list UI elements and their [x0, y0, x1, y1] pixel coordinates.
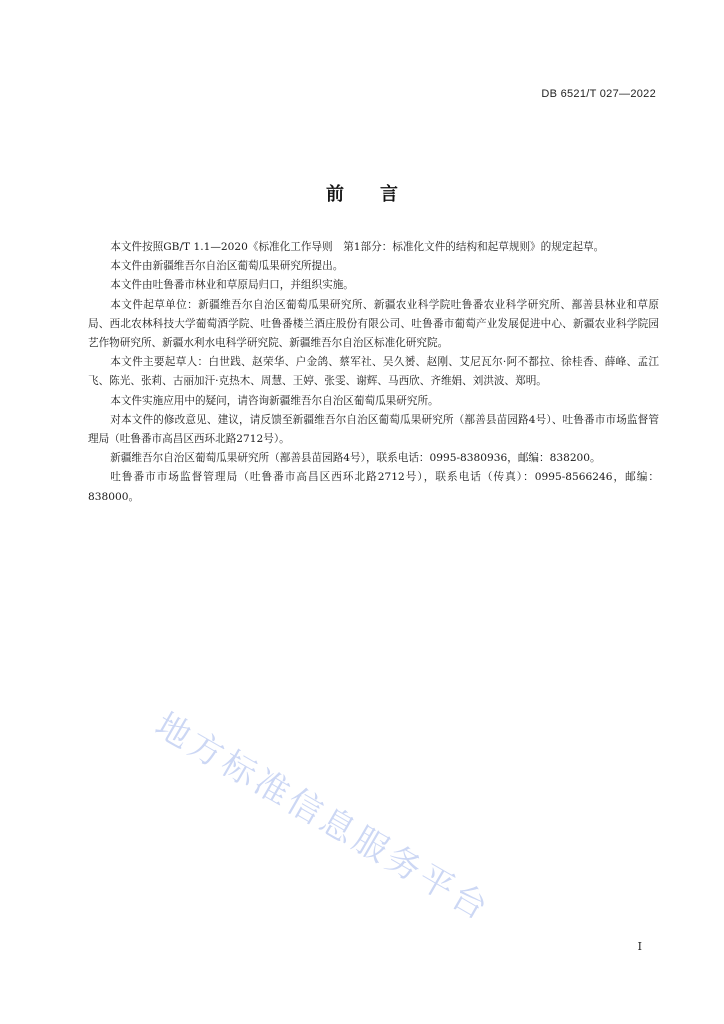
page-title-part2: 言 [380, 184, 398, 205]
document-code: DB 6521/T 027—2022 [541, 88, 656, 100]
page-title-part1: 前 [326, 184, 344, 205]
paragraph-contact-bureau: 吐鲁番市市场监督管理局（吐鲁番市高昌区西环北路2712号），联系电话（传真）：0995-8566246，邮编：838000。 [88, 471, 659, 503]
foreword-body [88, 238, 659, 507]
page-title [0, 180, 724, 206]
watermark-text: 地方标准信息服务平台 [148, 705, 498, 930]
paragraph-feedback: 对本文件的修改意见、建议，请反馈至新疆维吾尔自治区葡萄瓜果研究所（鄯善县苗园路4号）、吐鲁番市市场监督管理局（吐鲁番市高昌区西环北路2712号）。 [88, 413, 659, 446]
paragraph-consultation: 本文件实施应用中的疑问，请咨询新疆维吾尔自治区葡萄瓜果研究所。 [110, 394, 439, 407]
page-number: I [637, 940, 642, 953]
paragraph-main-drafters: 本文件主要起草人：白世践、赵荣华、户金鸽、蔡军社、吴久赟、赵刚、艾尼瓦尔·阿不都拉、徐桂香、薛峰、孟江飞、陈光、张莉、古丽加汗·克热木、周慧、王婷、张雯、谢辉、马西欣、齐维娟、刘洪波、郑明。 [88, 356, 659, 388]
paragraph-centralized-by: 本文件由吐鲁番市林业和草原局归口，并组织实施。 [110, 279, 354, 292]
paragraph-drafting-units: 本文件起草单位：新疆维吾尔自治区葡萄瓜果研究所、新疆农业科学院吐鲁番农业科学研究所、鄯善县林业和草原局、西北农林科技大学葡萄酒学院、吐鲁番楼兰酒庄股份有限公司、吐鲁番市葡萄产业发展促进中心、新疆农业科学院园艺作物研究所、新疆水利水电科学研究院、新疆维吾尔自治区标准化研究院。 [88, 298, 659, 350]
paragraph-proposed-by: 本文件由新疆维吾尔自治区葡萄瓜果研究所提出。 [110, 260, 344, 273]
paragraph-drafting-rules: 本文件按照GB/T 1.1—2020《标准化工作导则 第1部分：标准化文件的结构和起草规则》的规定起草。 [110, 241, 605, 253]
paragraph-contact-institute: 新疆维吾尔自治区葡萄瓜果研究所（鄯善县苗园路4号），联系电话：0995-8380936，邮编：838200。 [110, 452, 601, 465]
